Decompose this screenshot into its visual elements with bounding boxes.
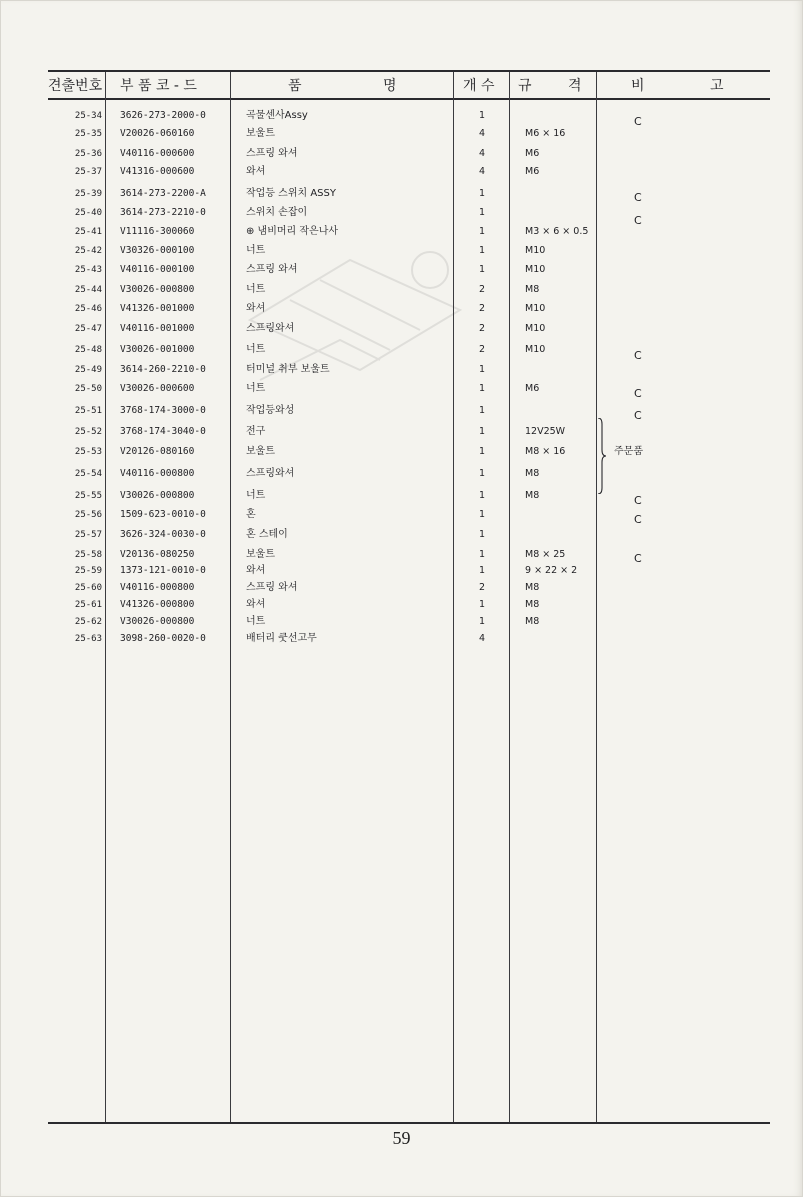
part-code: V40116-000800	[120, 468, 195, 479]
part-code: V20026-060160	[120, 128, 195, 139]
part-note: C	[634, 115, 642, 128]
part-index-number: 25-60	[74, 583, 102, 593]
part-name: 너트	[246, 616, 266, 627]
part-index-number: 25-37	[74, 167, 102, 177]
table-row	[0, 126, 803, 142]
order-item-note: 주문품	[614, 446, 643, 457]
part-name: 와셔	[246, 565, 266, 576]
part-spec: M8	[525, 599, 540, 610]
part-code: 3098-260-0020-0	[120, 633, 206, 644]
part-quantity: 1	[478, 226, 486, 237]
table-row	[0, 146, 803, 162]
table-row	[0, 563, 803, 579]
part-index-number: 25-58	[74, 550, 102, 560]
part-code: V30026-000600	[120, 383, 195, 394]
part-code: V30326-000100	[120, 245, 195, 256]
part-index-number: 25-48	[74, 345, 102, 355]
part-index-number: 25-34	[74, 111, 102, 121]
table-row	[0, 424, 803, 440]
table-row	[0, 262, 803, 278]
part-name: 터미널 취부 보울트	[246, 364, 330, 375]
part-spec: M6	[525, 166, 540, 177]
part-spec: M8	[525, 468, 540, 479]
part-name: 스프링와셔	[246, 323, 295, 334]
part-spec: 12V25W	[525, 426, 566, 437]
part-index-number: 25-54	[74, 469, 102, 479]
part-quantity: 1	[478, 264, 486, 275]
part-name: 너트	[246, 383, 266, 394]
header-col-spec-1: 규	[518, 78, 532, 94]
table-row	[0, 205, 803, 227]
part-code: V41326-000800	[120, 599, 195, 610]
part-name: 곡물센사Assy	[246, 110, 308, 121]
part-index-number: 25-61	[74, 600, 102, 610]
part-quantity: 1	[478, 468, 486, 479]
part-quantity: 2	[478, 303, 486, 314]
header-col-note-2: 고	[710, 78, 724, 94]
part-code: 3768-174-3000-0	[120, 405, 206, 416]
part-name: 스위치 손잡이	[246, 207, 308, 218]
part-code: 1373-121-0010-0	[120, 565, 206, 576]
table-row	[0, 224, 803, 240]
part-note: C	[634, 349, 642, 362]
part-quantity: 1	[478, 188, 486, 199]
part-quantity: 1	[478, 245, 486, 256]
table-top-rule	[48, 70, 770, 72]
part-index-number: 25-52	[74, 427, 102, 437]
table-bottom-rule	[48, 1122, 770, 1124]
part-name: ⊕ 냄비머리 작은나사	[246, 226, 339, 237]
part-index-number: 25-47	[74, 324, 102, 334]
part-code: V41316-000600	[120, 166, 195, 177]
part-name: 혼	[246, 509, 256, 520]
part-code: 3626-324-0030-0	[120, 529, 206, 540]
part-quantity: 1	[478, 405, 486, 416]
part-name: 작업등 스위치 ASSY	[246, 188, 336, 199]
part-code: 3768-174-3040-0	[120, 426, 206, 437]
part-spec: 9 × 22 × 2	[525, 565, 578, 576]
part-code: 3614-273-2210-0	[120, 207, 206, 218]
table-row	[0, 301, 803, 317]
part-index-number: 25-36	[74, 149, 102, 159]
header-col-no: 견출번호	[48, 78, 103, 94]
part-code: V30026-000800	[120, 284, 195, 295]
table-row	[0, 466, 803, 482]
part-name: 보울트	[246, 549, 275, 560]
part-note: C	[634, 191, 642, 204]
part-quantity: 1	[478, 599, 486, 610]
part-note: C	[634, 409, 642, 422]
table-row	[0, 631, 803, 647]
part-quantity: 4	[478, 148, 486, 159]
part-index-number: 25-49	[74, 365, 102, 375]
part-name: 배터리 쿳선고무	[246, 633, 317, 644]
part-spec: M6	[525, 148, 540, 159]
part-quantity: 2	[478, 284, 486, 295]
part-name: 너트	[246, 245, 266, 256]
part-name: 와셔	[246, 599, 266, 610]
part-index-number: 25-53	[74, 447, 102, 457]
part-index-number: 25-56	[74, 510, 102, 520]
part-code: V11116-300060	[120, 226, 195, 237]
part-quantity: 1	[478, 509, 486, 520]
table-row	[0, 321, 803, 337]
part-name: 스프링 와셔	[246, 582, 298, 593]
part-quantity: 1	[478, 383, 486, 394]
part-index-number: 25-35	[74, 129, 102, 139]
table-row	[0, 547, 803, 563]
table-row	[0, 580, 803, 596]
part-code: 3614-273-2200-A	[120, 188, 206, 199]
part-spec: M6 × 16	[525, 128, 566, 139]
part-quantity: 1	[478, 364, 486, 375]
part-quantity: 1	[478, 490, 486, 501]
part-spec: M10	[525, 303, 546, 314]
part-name: 너트	[246, 284, 266, 295]
part-code: V40116-001000	[120, 323, 195, 334]
part-index-number: 25-42	[74, 246, 102, 256]
part-spec: M8 × 25	[525, 549, 566, 560]
header-col-name-2: 명	[383, 78, 397, 94]
header-bottom-rule	[48, 98, 770, 100]
part-quantity: 2	[478, 582, 486, 593]
part-code: 1509-623-0010-0	[120, 509, 206, 520]
part-note: C	[634, 494, 642, 507]
part-spec: M8	[525, 490, 540, 501]
table-row	[0, 403, 803, 422]
part-name: 와셔	[246, 166, 266, 177]
part-quantity: 1	[478, 110, 486, 121]
part-quantity: 1	[478, 549, 486, 560]
part-code: 3614-260-2210-0	[120, 364, 206, 375]
part-index-number: 25-62	[74, 617, 102, 627]
part-note: C	[634, 513, 642, 526]
part-quantity: 1	[478, 616, 486, 627]
part-spec: M10	[525, 323, 546, 334]
part-quantity: 4	[478, 633, 486, 644]
part-index-number: 25-57	[74, 530, 102, 540]
header-col-name-1: 품	[288, 78, 302, 94]
part-quantity: 1	[478, 207, 486, 218]
part-index-number: 25-55	[74, 491, 102, 501]
part-quantity: 1	[478, 426, 486, 437]
part-index-number: 25-41	[74, 227, 102, 237]
part-name: 보울트	[246, 446, 275, 457]
part-code: V30026-001000	[120, 344, 195, 355]
part-index-number: 25-40	[74, 208, 102, 218]
table-row	[0, 614, 803, 630]
table-row	[0, 282, 803, 298]
part-note: C	[634, 552, 642, 565]
part-name: 작업등와성	[246, 405, 295, 416]
part-code: V30026-000800	[120, 616, 195, 627]
part-spec: M10	[525, 245, 546, 256]
part-code: 3626-273-2000-0	[120, 110, 206, 121]
part-spec: M8 × 16	[525, 446, 566, 457]
part-name: 전구	[246, 426, 266, 437]
part-index-number: 25-59	[74, 566, 102, 576]
part-code: V41326-001000	[120, 303, 195, 314]
part-code: V40116-000600	[120, 148, 195, 159]
part-name: 스프링 와셔	[246, 148, 298, 159]
part-spec: M3 × 6 × 0.5	[525, 226, 589, 237]
part-quantity: 1	[478, 529, 486, 540]
part-name: 스프링와셔	[246, 468, 295, 479]
table-row	[0, 597, 803, 613]
table-row	[0, 243, 803, 259]
part-quantity: 4	[478, 166, 486, 177]
header-col-qty: 개 수	[463, 78, 495, 94]
table-row	[0, 381, 803, 400]
header-col-note-1: 비	[631, 78, 645, 94]
part-spec: M8	[525, 616, 540, 627]
part-quantity: 2	[478, 323, 486, 334]
table-row	[0, 527, 803, 543]
part-note: C	[634, 387, 642, 400]
part-spec: M10	[525, 264, 546, 275]
part-name: 와셔	[246, 303, 266, 314]
part-quantity: 2	[478, 344, 486, 355]
table-row	[0, 108, 803, 128]
table-row	[0, 488, 803, 507]
table-row	[0, 186, 803, 202]
part-code: V40116-000100	[120, 264, 195, 275]
part-code: V20126-080160	[120, 446, 195, 457]
part-index-number: 25-44	[74, 285, 102, 295]
part-quantity: 1	[478, 446, 486, 457]
part-spec: M6	[525, 383, 540, 394]
part-code: V40116-000800	[120, 582, 195, 593]
part-index-number: 25-39	[74, 189, 102, 199]
part-index-number: 25-50	[74, 384, 102, 394]
part-name: 너트	[246, 490, 266, 501]
table-row	[0, 164, 803, 180]
part-index-number: 25-63	[74, 634, 102, 644]
table-row	[0, 444, 803, 460]
part-quantity: 4	[478, 128, 486, 139]
brace-bracket	[597, 418, 607, 494]
part-index-number: 25-43	[74, 265, 102, 275]
header-col-code: 부 품 코 - 드	[120, 78, 197, 94]
part-spec: M8	[525, 582, 540, 593]
part-name: 스프링 와셔	[246, 264, 298, 275]
table-row	[0, 362, 803, 378]
part-index-number: 25-51	[74, 406, 102, 416]
table-row	[0, 342, 803, 362]
part-code: V20136-080250	[120, 549, 195, 560]
part-quantity: 1	[478, 565, 486, 576]
part-note: C	[634, 214, 642, 227]
page-number: 59	[392, 1128, 411, 1148]
part-name: 보울트	[246, 128, 275, 139]
table-row	[0, 507, 803, 526]
part-name: 혼 스테이	[246, 529, 288, 540]
part-spec: M8	[525, 284, 540, 295]
header-col-spec-2: 격	[568, 78, 582, 94]
part-spec: M10	[525, 344, 546, 355]
part-code: V30026-000800	[120, 490, 195, 501]
part-name: 너트	[246, 344, 266, 355]
part-index-number: 25-46	[74, 304, 102, 314]
